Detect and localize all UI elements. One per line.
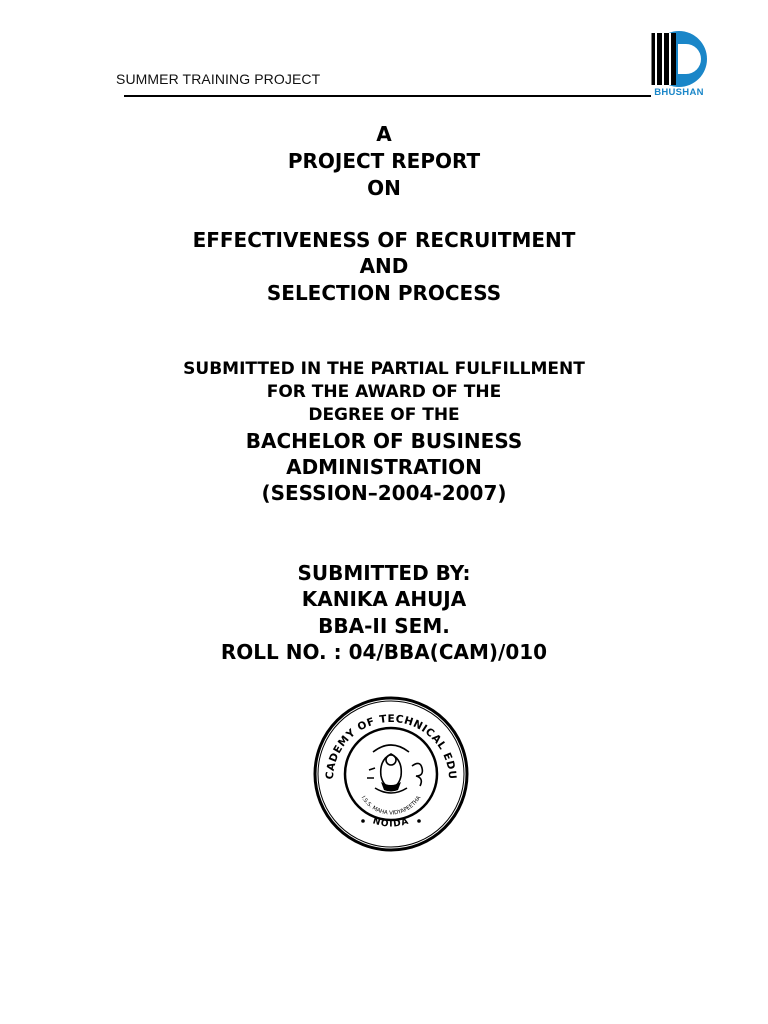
- degree-line-2: ADMINISTRATION: [286, 455, 482, 479]
- topic-line-1: EFFECTIVENESS OF RECRUITMENT: [192, 228, 576, 252]
- submitted-by-label: SUBMITTED BY:: [297, 561, 471, 585]
- student-name: KANIKA AHUJA: [301, 587, 467, 611]
- topic-line-2: AND: [359, 254, 409, 278]
- bhushan-logo: [646, 30, 712, 102]
- submission-line-1: SUBMITTED IN THE PARTIAL FULFILLMENT: [183, 359, 585, 379]
- submission-line-2: FOR THE AWARD OF THE: [266, 382, 502, 402]
- institution-seal: [311, 694, 471, 854]
- topic-line-3: SELECTION PROCESS: [266, 281, 502, 305]
- title-line-project-report: PROJECT REPORT: [287, 149, 481, 173]
- submission-line-3: DEGREE OF THE: [308, 405, 460, 425]
- degree-line-1: BACHELOR OF BUSINESS: [245, 429, 523, 453]
- institution-seal-icon: [311, 694, 471, 854]
- svg-text:NOIDA: NOIDA: [371, 816, 411, 830]
- logo-caption: BHUSHAN: [654, 87, 704, 98]
- header-divider: [124, 95, 651, 97]
- svg-text:I.S.S. MAHA VIDYAPEETHA: I.S.S. MAHA VIDYAPEETHA: [359, 795, 423, 817]
- student-roll-number: ROLL NO. : 04/BBA(CAM)/010: [220, 640, 548, 664]
- student-course: BBA-II SEM.: [318, 614, 450, 638]
- title-line-on: ON: [367, 176, 401, 200]
- svg-text:I.S.S. ACADEMY OF TECHNICAL ED: CADEMY OF TECHNICAL EDU: [323, 712, 459, 781]
- session-line: (SESSION–2004-2007): [261, 481, 507, 505]
- bhushan-logo-mark-icon: [646, 30, 712, 90]
- running-header: SUMMER TRAINING PROJECT: [116, 71, 321, 87]
- title-line-a: A: [376, 122, 392, 146]
